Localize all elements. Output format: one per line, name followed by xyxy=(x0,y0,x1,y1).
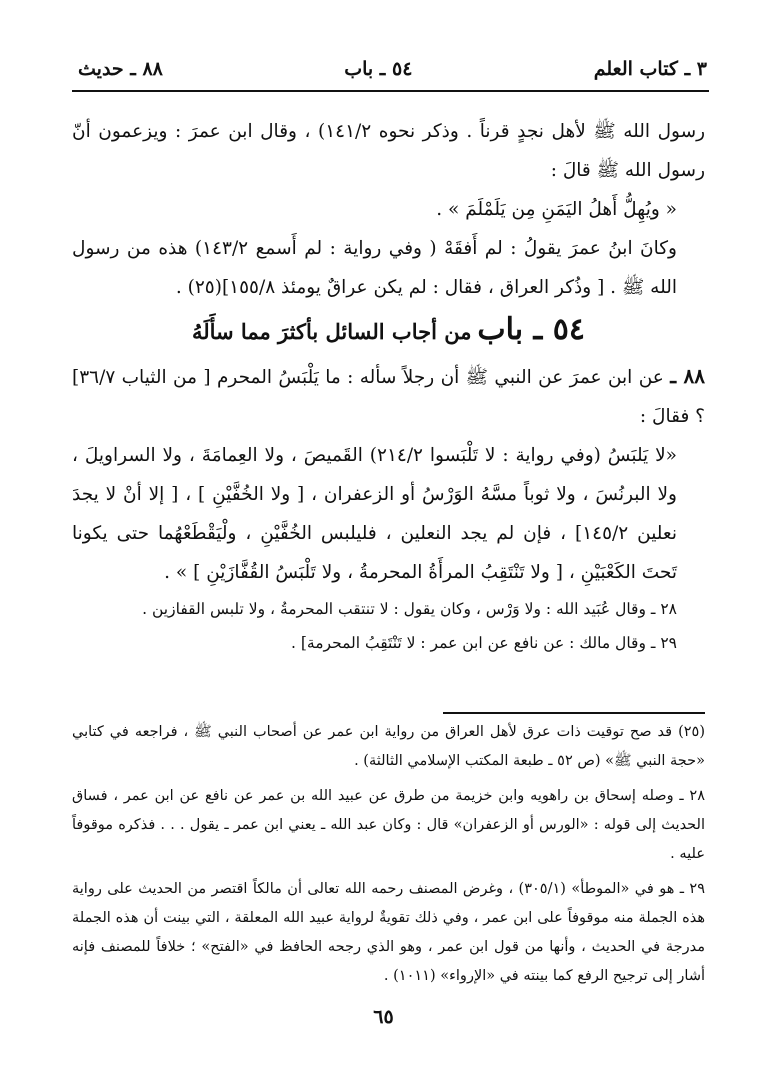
footnote-29: ٢٩ ـ هو في «الموطأ» (٣٠٥/١) ، وغرض المصنف رحمه الله تعالى أن مالكاً اقتصر من الحديث على رواية هذه الجملة منه موقوفاً على ابن عمر ، وفي ذلك تقويةٌ لرواية عبيد الله المعلقة ، التي بينت أن هذه الجملة مدرجة في الحديث ، وأنها من قول ابن عمر ، وهو الذي رجحه الحافظ في «الفتح» ؛ خلافاً للمصنف فإنه أشار إلى ترجيح الرفع كما بينته في «الإرواء» (١٠١١) . xyxy=(72,881,705,984)
quote-2: «لا يَلبَسُ (وفي رواية : لا تَلْبَسوا ٢١٤/٢) القَميصَ ، ولا العِمامَةَ ، ولا السراويلَ ، ولا البرنُسَ ، ولا ثوباً مسَّهُ الوَرْسُ أو الزعفران ، [ ولا الخُفَّيْنِ ] ، [ إلا أنْ لا يجدَ نعلين ١٤٥/٢] ، فإن لم يجد النعلين ، فليلبس الخُفَّيْنِ ، ولْيَقْطَعْهُما حتى يكونا تَحتَ الكَعْبَيْنِ ، [ ولا تَنْتَقِبُ المرأَةُ المحرمةُ ، ولا تَلْبَسُ القُفَّازَيْنِ ] » . xyxy=(72,445,677,583)
paragraph-1: رسول الله ﷺ لأهل نجدٍ قرناً . وذكر نحوه ١٤١/٢) ، وقال ابن عمرَ : ويزعمون أنّ رسول الله ﷺ قالَ : xyxy=(72,121,705,181)
main-text xyxy=(72,112,705,660)
note-29: ٢٩ ـ وقال مالك : عن نافع عن ابن عمر : لا تَنْتَقِبُ المحرمة] . xyxy=(291,634,677,652)
hadith-paragraph xyxy=(72,357,705,436)
footnote-divider xyxy=(443,712,705,714)
footnote-28: ٢٨ ـ وصله إسحاق بن راهويه وابن خزيمة من طرق عن عبيد الله بن عمر عن نافع عن ابن عمر ، فساق الحديث إلى قوله : «الورس أو الزعفران» قال : وكان عبد الله ـ يعني ابن عمر ـ يقول . . . فذكره موقوفاً عليه . xyxy=(72,788,705,862)
footnotes xyxy=(72,718,705,997)
footnote-25: (٢٥) قد صح توقيت ذات عرق لأهل العراق من رواية ابن عمر عن أصحاب النبي ﷺ ، فراجعه في كتابي «حجة النبي ﷺ» (ص ٥٢ ـ طبعة المكتب الإسلامي الثالثة) . xyxy=(72,724,705,769)
page-number: ٦٥ xyxy=(373,1006,394,1028)
header-divider xyxy=(72,90,709,92)
chapter-number: ٥٤ ـ باب xyxy=(477,312,586,347)
quote-1: « ويُهِلُّ أَهلُ اليَمَنِ مِن يَلَمْلَمَ » . xyxy=(436,199,677,220)
running-header xyxy=(78,54,707,84)
chapter-heading xyxy=(72,307,705,357)
note-28: ٢٨ ـ وقال عُبَيد الله : ولا وَرْس ، وكان يقول : لا تنتقب المحرمةُ ، ولا تلبس القفازين . xyxy=(142,600,677,618)
header-book-title: ٣ ـ كتاب العلم xyxy=(593,58,707,80)
hadith-text: عن ابن عمرَ عن النبي ﷺ أن رجلاً سأله : ما يَلْبَسُ المحرم [ من الثياب ٣٦/٧] ؟ فقالَ : xyxy=(72,367,705,427)
paragraph-2: وكانَ ابنُ عمرَ يقولُ : لم أَفقَهْ ( وفي رواية : لم أَسمع ١٤٣/٢) هذه من رسول الله ﷺ . [ وذُكر العراق ، فقال : لم يكن عراقٌ يومئذ ١٥٥/٨](٢٥) . xyxy=(72,238,677,298)
chapter-title: من أجاب السائل بأكثرَ مما سأَلَهُ xyxy=(191,319,472,344)
header-hadith: ٨٨ ـ حديث xyxy=(78,58,163,80)
header-chapter: ٥٤ ـ باب xyxy=(344,58,413,80)
hadith-number: ٨٨ ـ xyxy=(670,364,705,388)
